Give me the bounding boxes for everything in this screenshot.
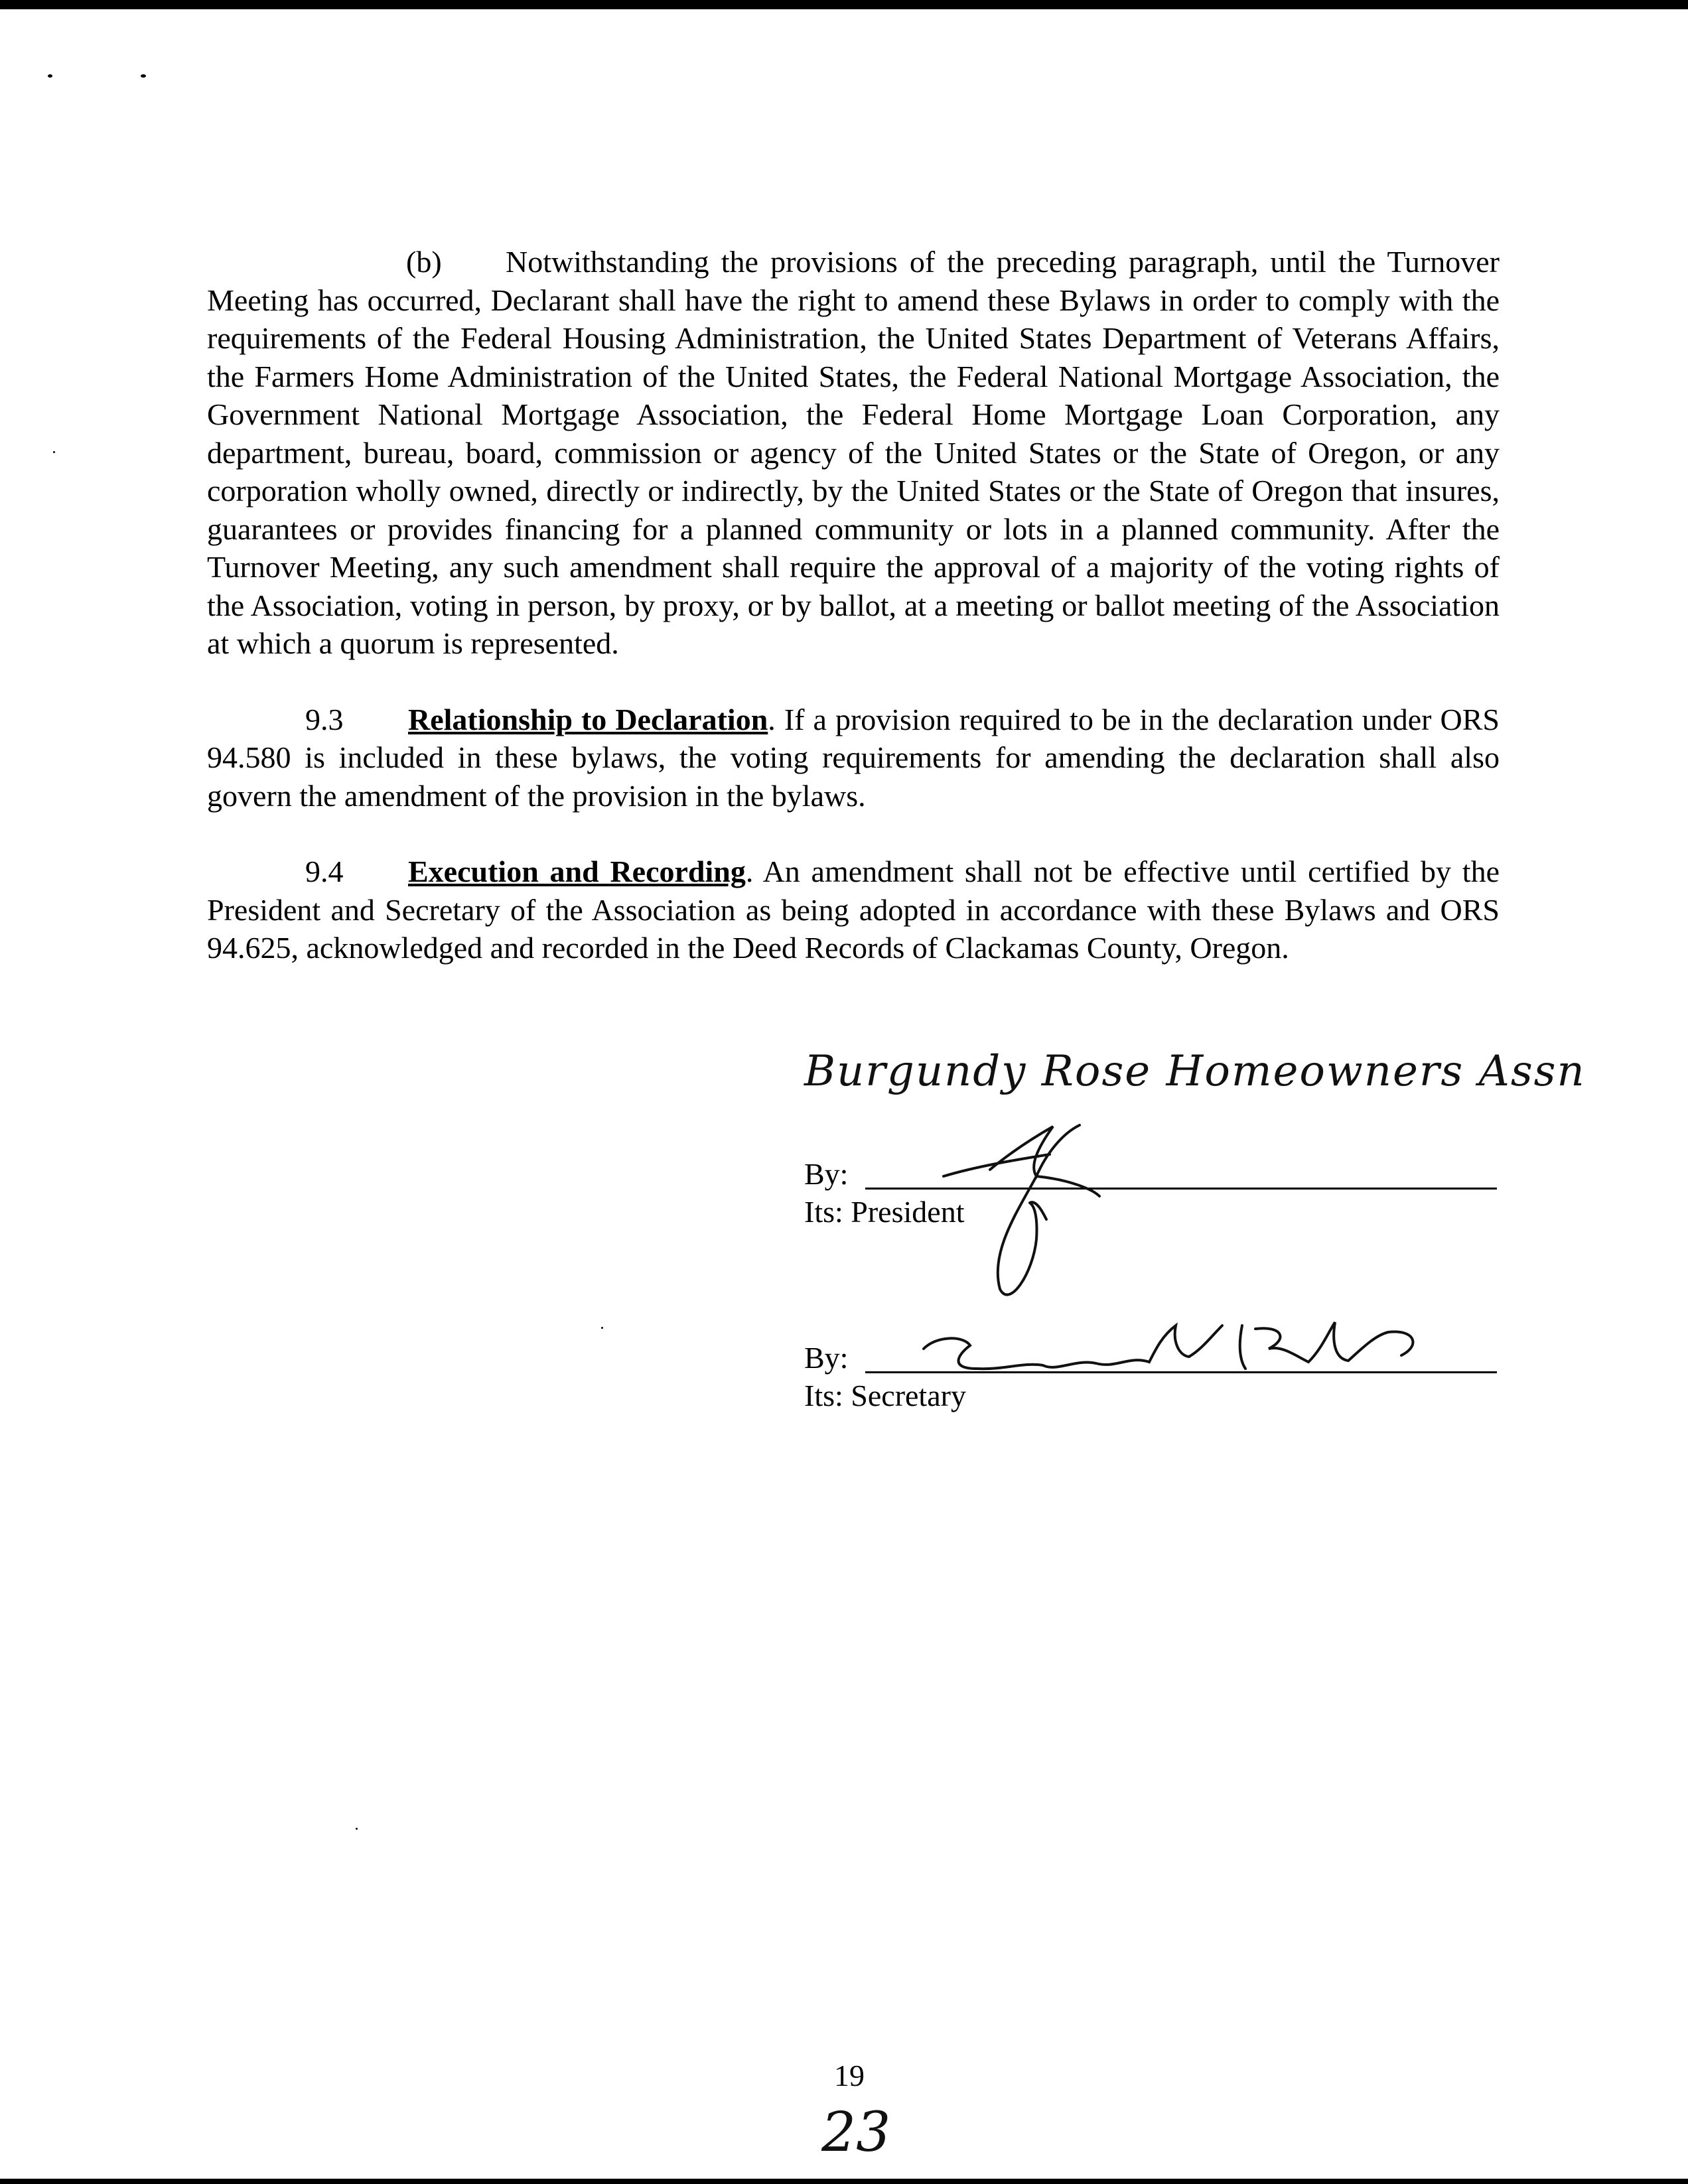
secretary-by-row — [804, 1339, 848, 1377]
section-9-3 — [207, 701, 1500, 815]
section-9-3-heading: Relationship to Declaration — [408, 702, 768, 736]
president-by-label: By: — [804, 1157, 849, 1191]
section-9-4 — [207, 853, 1500, 967]
president-title: President — [851, 1195, 965, 1229]
organization-handwritten-name: Burgundy Rose Homeowners Assn — [804, 1047, 1586, 1096]
paragraph-gap — [207, 663, 1500, 701]
scan-top-border — [0, 0, 1688, 9]
secretary-title: Secretary — [851, 1379, 966, 1412]
president-its-label: Its: — [804, 1195, 843, 1229]
paragraph-b — [207, 243, 1500, 663]
scan-speck — [356, 1828, 358, 1830]
handwritten-page-number: 23 — [821, 2101, 891, 2164]
signature-block — [804, 1047, 1600, 1418]
president-signature-scribble — [937, 1113, 1109, 1312]
scan-bottom-border — [0, 2179, 1688, 2184]
section-9-4-heading: Execution and Recording — [408, 854, 746, 888]
scan-speck — [601, 1327, 603, 1329]
scan-speck — [53, 451, 55, 453]
document-body — [207, 243, 1500, 967]
section-9-3-number: 9.3 — [305, 702, 344, 736]
paragraph-b-text: Notwithstanding the provisions of the preceding paragraph, until the Turnover Meeting has occurred, Declarant shall have the right to amend these Bylaws in order to comply with the requirements of the Federal Housing Administration, the United States Department of Veterans Affairs, the Farmers Home Administration of the United States, the Federal National Mortgage Association, the Government National Mortgage Association, the Federal Home Mortgage Loan Corporation, any department, bureau, board, commission or agency of the United States or the State of Oregon, or any corporation wholly owned, directly or indirectly, by the United States or the State of Oregon that insures, guarantees or provides financing for a planned community or lots in a planned community. After the Turnover Meeting, any such amendment shall require the approval of a majority of the voting rights of the Association, voting in person, by proxy, or by ballot, at a meeting or ballot meeting of the Association at which a quorum is represented. — [207, 245, 1500, 660]
section-9-3-text: . If a provision required to be in the declaration under ORS 94.580 is included in these bylaws, the voting requirements for amending the declaration shall also govern the amendment of the provision in the bylaws. — [207, 702, 1500, 813]
section-9-4-text: . An amendment shall not be effective until certified by the President and Secretary of the Association as being adopted in accordance with these Bylaws and ORS 94.625, acknowledged and recorded in the Deed Records of Clackamas County, Oregon. — [207, 854, 1500, 965]
secretary-by-label: By: — [804, 1341, 849, 1375]
page-number: 19 — [834, 2059, 865, 2092]
secretary-signature-scribble — [910, 1309, 1428, 1402]
president-by-row — [804, 1155, 848, 1193]
paragraph-b-label: (b) — [406, 245, 442, 279]
scan-speck — [141, 74, 146, 78]
secretary-its-label: Its: — [804, 1379, 843, 1412]
paragraph-gap — [207, 815, 1500, 853]
section-9-4-number: 9.4 — [305, 854, 344, 888]
scan-speck — [48, 74, 52, 78]
